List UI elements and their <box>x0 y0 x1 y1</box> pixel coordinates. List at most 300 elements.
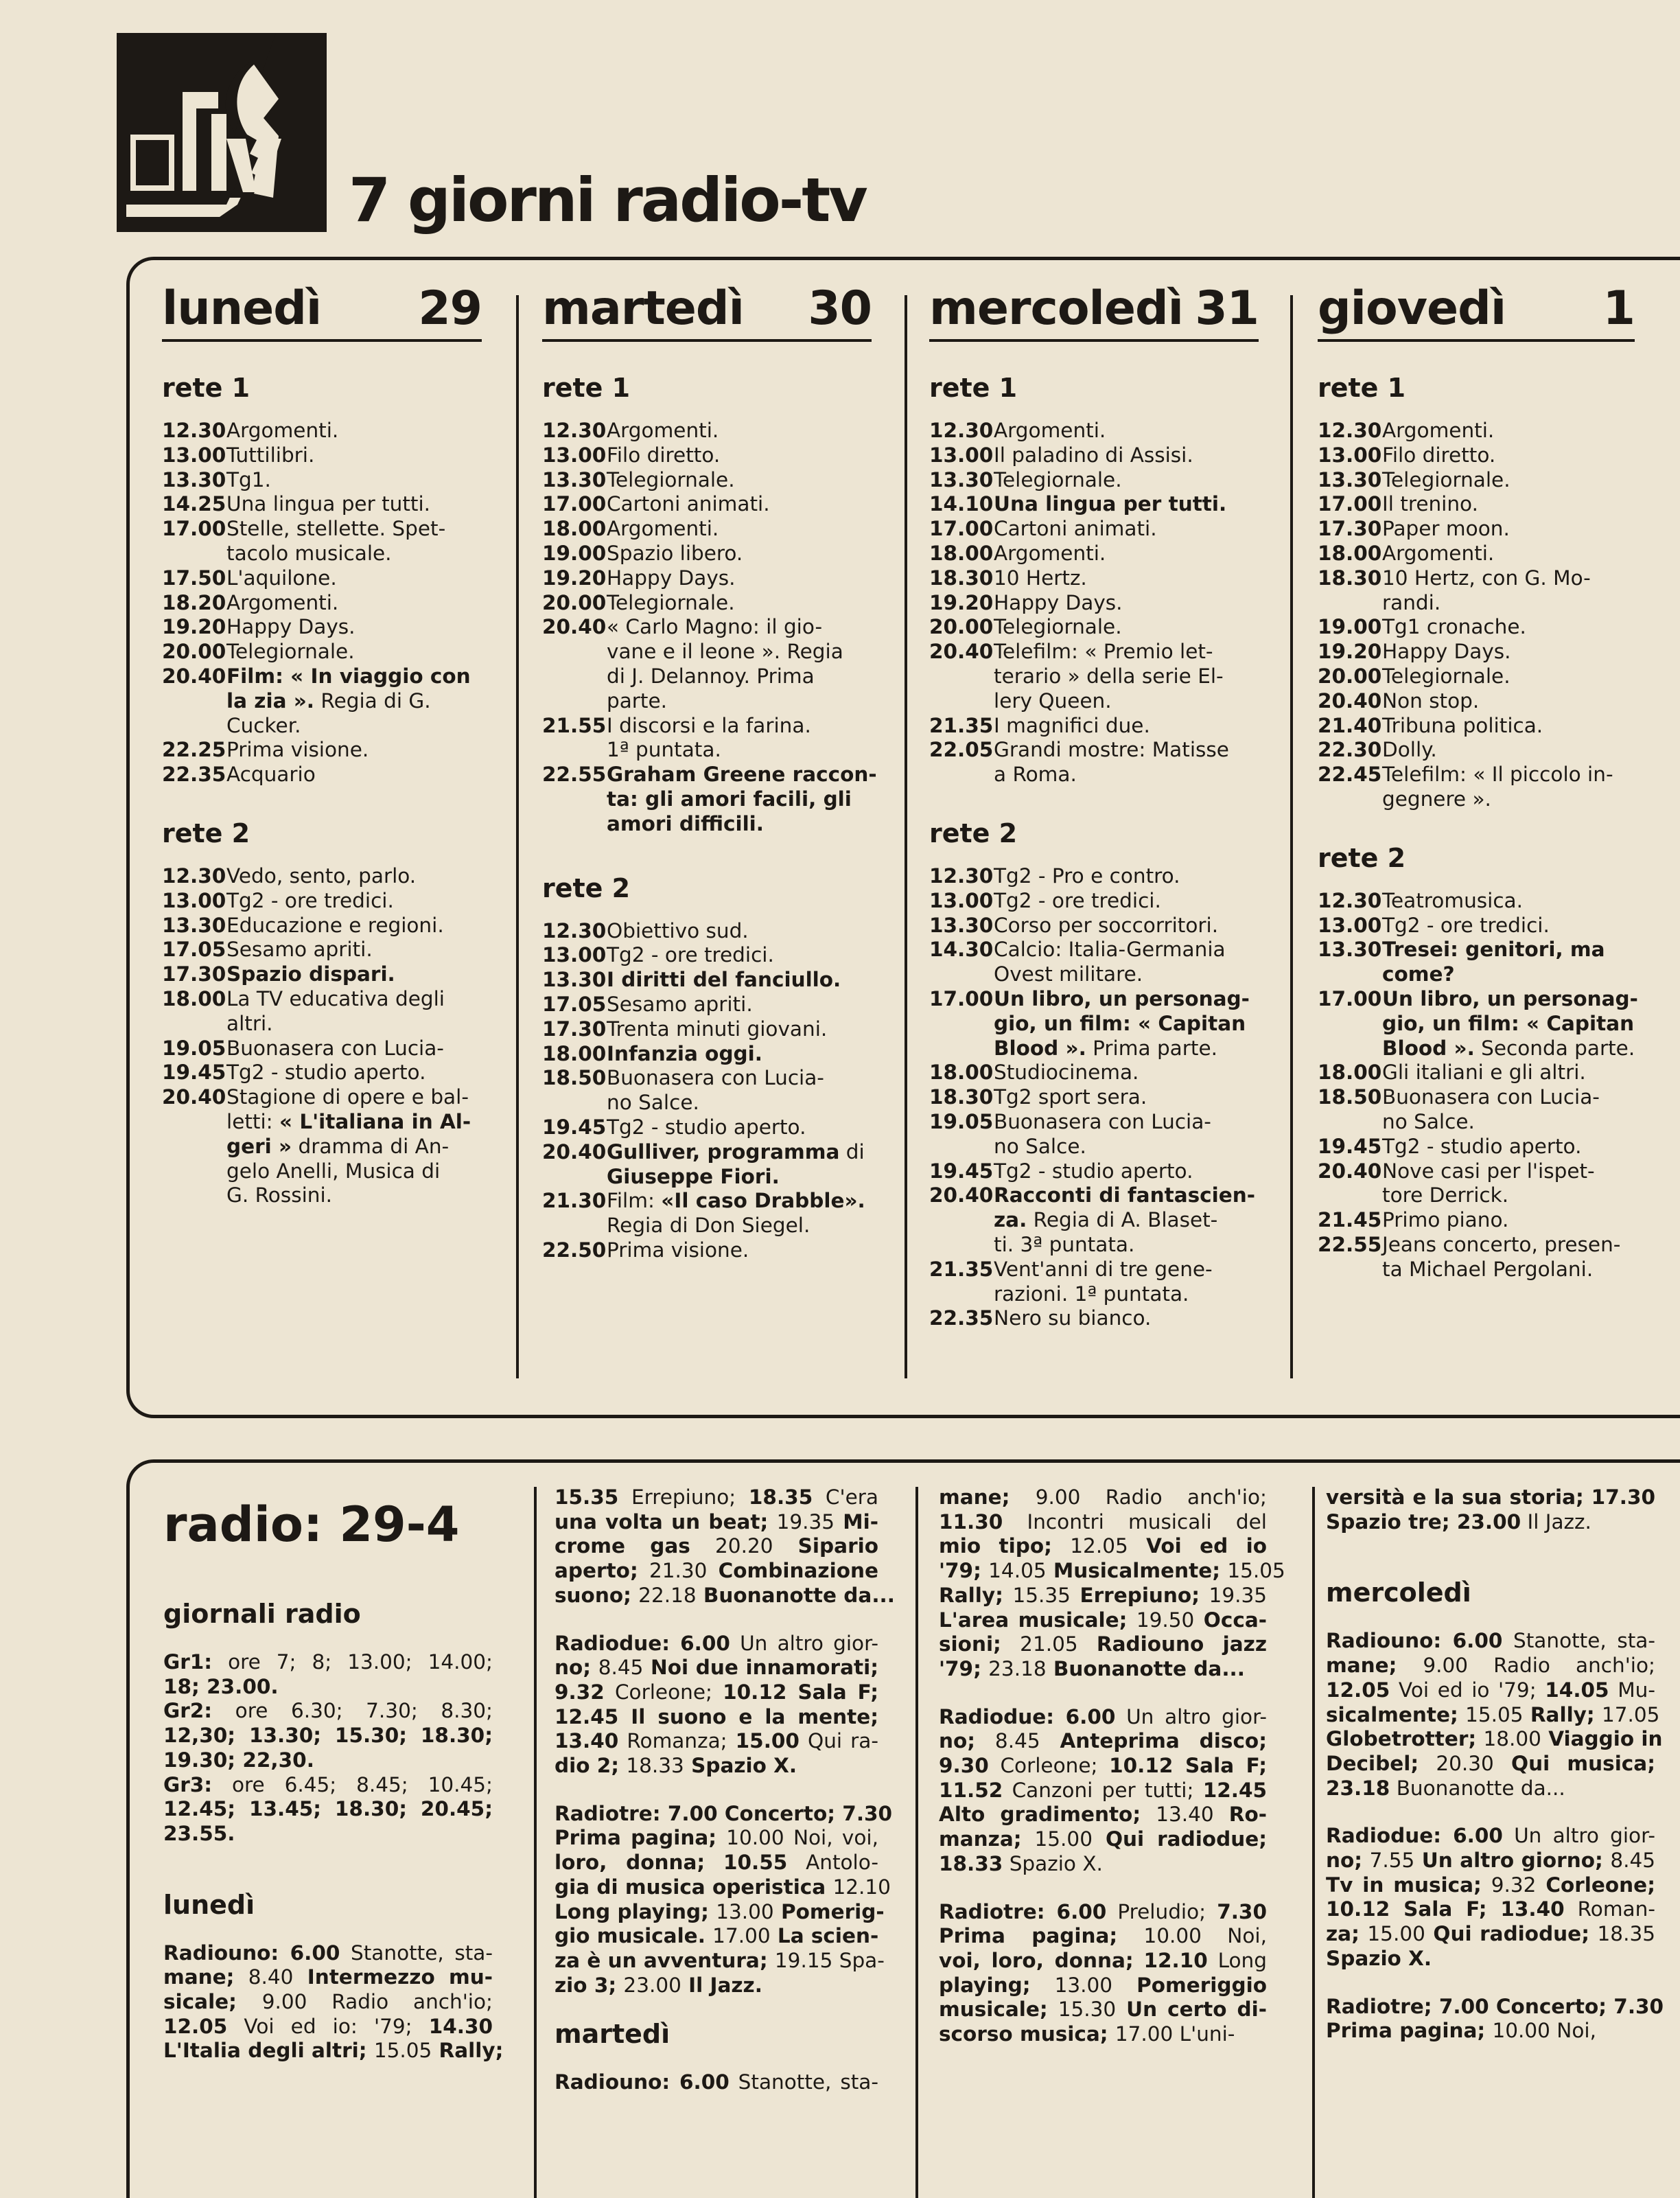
program-title <box>226 889 482 914</box>
text-segment: ore 6.30; 7.30; 8.30; <box>212 1699 493 1723</box>
text-segment: Radiotre: 6.00 <box>939 1899 1107 1923</box>
program-title <box>1382 914 1635 938</box>
text-segment: G. Rossini. <box>226 1183 333 1207</box>
day-column <box>542 281 877 1263</box>
text-segment: Incontri musicali del <box>1003 1509 1267 1534</box>
text-segment: Argomenti. <box>607 517 719 541</box>
radio-line <box>555 1754 878 1779</box>
text-segment: «Il caso Drabble». <box>661 1189 865 1213</box>
program-row <box>542 1017 872 1042</box>
text-segment: Prima pagina; <box>939 1924 1144 1948</box>
text-segment: mane; <box>163 1965 248 1989</box>
text-segment: Il Jazz. <box>681 1973 762 1997</box>
radio-column-2 <box>555 1485 895 2095</box>
program-row <box>162 419 482 443</box>
program-row <box>542 993 872 1017</box>
text-segment: Qui musica; <box>1493 1751 1655 1775</box>
radio-column-3 <box>939 1485 1285 2070</box>
program-row <box>929 591 1259 616</box>
program-row <box>929 938 1259 962</box>
text-segment: gio, un film: « Capitan <box>1382 1011 1635 1035</box>
text-segment: Spazio tre; 23.00 <box>1326 1509 1521 1534</box>
text-segment: a Roma. <box>994 763 1077 787</box>
program-title <box>607 615 872 640</box>
program-title <box>226 738 482 763</box>
text-segment: 9.00 Radio anch'io; <box>1423 1654 1655 1678</box>
program-row <box>929 640 1259 664</box>
program-title <box>226 542 482 566</box>
text-segment: Mu- <box>1609 1678 1655 1702</box>
program-time: 12.30 <box>162 419 226 442</box>
text-segment <box>705 1851 723 1874</box>
program-title <box>607 1238 872 1263</box>
program-time: 13.00 <box>1318 443 1382 467</box>
program-title <box>1382 443 1635 468</box>
program-title <box>607 1042 872 1067</box>
program-title <box>994 914 1259 938</box>
text-segment: '79; <box>939 1656 989 1680</box>
program-title <box>1382 714 1635 739</box>
text-segment: 23.00 <box>623 1973 681 1997</box>
text-segment: 10 Hertz, con G. Mo- <box>1382 566 1591 590</box>
program-time: 17.00 <box>162 517 226 541</box>
text-segment: Voi ed io <box>1128 1534 1267 1558</box>
program-title <box>226 517 482 542</box>
program-time: 20.40 <box>162 664 226 688</box>
program-row <box>542 664 872 689</box>
program-title <box>1382 962 1635 987</box>
program-row <box>542 640 872 664</box>
text-segment: L'area musicale; <box>939 1608 1136 1632</box>
channel-heading: rete 2 <box>929 818 1018 848</box>
text-segment: Telegiornale. <box>607 467 735 491</box>
program-title <box>607 787 872 812</box>
text-segment: Teatromusica. <box>1382 888 1524 912</box>
radio-text <box>1326 1485 1655 1534</box>
radio-line <box>555 1974 878 1998</box>
program-time: 19.20 <box>929 590 994 614</box>
radio-line <box>555 1729 878 1754</box>
column-divider <box>1290 295 1293 1378</box>
radio-line <box>1326 1897 1655 1922</box>
program-row <box>1318 517 1635 542</box>
program-time <box>929 962 994 987</box>
text-segment: Argomenti. <box>1382 541 1495 565</box>
text-segment: amori difficili. <box>607 811 764 835</box>
text-segment: Non stop. <box>1382 689 1480 713</box>
program-title <box>226 640 482 664</box>
program-time: 17.05 <box>542 992 607 1016</box>
program-row <box>162 763 482 787</box>
program-row <box>1318 1012 1635 1037</box>
program-time: 17.00 <box>1318 492 1382 516</box>
text-segment: Telegiornale. <box>226 640 355 664</box>
text-segment: 23.18 <box>988 1656 1047 1680</box>
text-segment: 19.35 <box>1209 1583 1267 1607</box>
program-row <box>1318 962 1635 987</box>
text-segment: za; <box>1326 1922 1368 1946</box>
program-time <box>1318 1110 1382 1135</box>
program-time: 18.00 <box>929 1061 994 1085</box>
program-time: 17.30 <box>1318 517 1382 541</box>
text-segment: 12.45; 13.45; 18.30; 20.45; <box>163 1797 493 1821</box>
program-time <box>929 664 994 689</box>
program-title <box>994 1012 1259 1037</box>
giornali-radio-text <box>163 1650 493 1847</box>
radio-program-block <box>939 1900 1267 2047</box>
text-segment: Nero su bianco. <box>994 1306 1152 1330</box>
program-row <box>929 1110 1259 1135</box>
program-title <box>1382 938 1635 962</box>
text-segment: Una lingua per tutti. <box>994 492 1227 516</box>
channel-heading: rete 1 <box>542 373 631 403</box>
text-segment: Telefilm: « Premio let- <box>994 640 1213 664</box>
radio-line <box>1326 1947 1655 1971</box>
text-segment: Tg2 - studio aperto. <box>607 1115 806 1139</box>
text-segment: Sesamo apriti. <box>607 992 753 1016</box>
program-time: 21.45 <box>1318 1208 1382 1232</box>
program-row <box>929 1208 1259 1233</box>
program-title <box>994 689 1259 714</box>
text-segment: Rally; <box>1523 1702 1602 1726</box>
program-time: 20.40 <box>542 1140 607 1164</box>
text-segment: 12.45 Il suono e la mente; <box>555 1704 878 1728</box>
program-time: 20.40 <box>1318 1159 1382 1183</box>
program-row <box>1318 889 1635 914</box>
program-row <box>542 1042 872 1067</box>
program-row <box>929 689 1259 714</box>
text-segment: Voi ed io: '79; <box>227 2014 429 2038</box>
text-segment: Argomenti. <box>226 419 339 442</box>
text-segment: 19.50 <box>1136 1608 1195 1632</box>
program-title <box>994 1258 1259 1282</box>
program-row <box>929 738 1259 763</box>
text-segment: Rally; <box>939 1583 1013 1607</box>
text-segment: Un altro gior- <box>730 1631 878 1655</box>
text-segment: La scien- <box>770 1924 879 1948</box>
text-segment: I magnifici due. <box>994 713 1150 737</box>
radio-line <box>163 1941 493 1966</box>
text-segment: sicale; <box>163 1990 262 2014</box>
program-row <box>1318 419 1635 443</box>
text-segment: Radiodue: 6.00 <box>555 1631 730 1655</box>
program-time <box>929 1233 994 1258</box>
program-time: 13.30 <box>542 467 607 491</box>
program-title <box>607 1214 872 1238</box>
program-row <box>1318 1159 1635 1184</box>
radio-line <box>939 1949 1267 1974</box>
text-segment: Il Jazz. <box>1521 1509 1591 1534</box>
program-row <box>162 738 482 763</box>
text-segment: Educazione e regioni. <box>226 913 444 937</box>
program-title <box>226 468 482 493</box>
program-title <box>994 542 1259 566</box>
program-title <box>607 689 872 714</box>
text-segment: 18; 23.00. <box>163 1674 279 1698</box>
radio-line <box>939 1729 1267 1754</box>
program-row <box>162 517 482 542</box>
text-segment: Intermezzo mu- <box>293 1965 493 1989</box>
program-time: 13.30 <box>1318 467 1382 491</box>
program-title <box>607 738 872 763</box>
program-row <box>542 1238 872 1263</box>
text-segment: Happy Days. <box>226 615 355 639</box>
program-title <box>226 1037 482 1061</box>
text-segment: Prima pagina; <box>1326 2019 1493 2043</box>
program-row <box>162 1183 482 1208</box>
program-title <box>994 987 1259 1012</box>
program-row <box>542 566 872 591</box>
program-title <box>607 1091 872 1115</box>
text-segment: 21.05 <box>1020 1632 1078 1656</box>
column-divider <box>915 1487 918 2198</box>
radio-line <box>939 1584 1267 1608</box>
program-row <box>1318 1233 1635 1258</box>
program-row <box>1318 468 1635 493</box>
program-title <box>226 689 482 714</box>
radio-line <box>939 1632 1267 1657</box>
text-segment: 8.45 <box>1610 1849 1655 1873</box>
radio-line <box>939 1754 1267 1779</box>
program-row <box>542 738 872 763</box>
program-time: 22.55 <box>542 763 607 787</box>
program-title <box>226 1135 482 1159</box>
text-segment: Tg1. <box>226 467 271 491</box>
program-time <box>542 689 607 714</box>
radio-line <box>939 1827 1267 1852</box>
program-row <box>542 919 872 944</box>
text-segment: Dolly. <box>1382 738 1437 762</box>
text-segment: Un libro, un personag- <box>1382 986 1638 1010</box>
radio-line <box>555 1534 878 1559</box>
text-segment: Un altro gior- <box>1115 1704 1267 1728</box>
program-title <box>994 1037 1259 1061</box>
text-segment: vane e il leone ». Regia <box>607 640 843 664</box>
text-segment: gelo Anelli, Musica di <box>226 1159 441 1183</box>
program-row <box>1318 492 1635 517</box>
text-segment: Prima visione. <box>226 738 369 762</box>
program-time: 18.30 <box>1318 566 1382 590</box>
day-name: mercoledì <box>929 281 1183 336</box>
program-title <box>1382 787 1635 812</box>
radio-line <box>163 2015 493 2039</box>
text-segment: Un altro gior- <box>1502 1824 1655 1848</box>
program-title <box>994 468 1259 493</box>
text-segment: Roman- <box>1564 1897 1655 1921</box>
program-title <box>226 938 482 962</box>
program-time <box>542 1214 607 1238</box>
text-segment: crome gas <box>555 1534 716 1558</box>
program-row <box>162 962 482 987</box>
text-segment: playing; <box>939 1973 1055 1997</box>
program-time: 19.45 <box>1318 1134 1382 1158</box>
program-time: 13.30 <box>542 968 607 992</box>
program-row <box>929 1085 1259 1110</box>
text-segment: gia di musica operistica <box>555 1875 833 1899</box>
program-row <box>1318 763 1635 787</box>
text-segment: dramma di An- <box>292 1134 450 1158</box>
program-row <box>162 1135 482 1159</box>
text-segment: Preludio; <box>1106 1899 1217 1923</box>
text-segment: Gr2: <box>163 1699 213 1723</box>
radio-line <box>939 1534 1267 1559</box>
program-row <box>929 542 1259 566</box>
text-segment: Buonanotte da... <box>1046 1656 1245 1680</box>
text-segment: 15.00 <box>1034 1827 1093 1851</box>
program-row <box>542 1214 872 1238</box>
program-time: 14.10 <box>929 492 994 516</box>
radio-program-block <box>1326 1824 1655 1971</box>
program-title <box>1382 492 1635 517</box>
text-segment: Stanotte, sta- <box>729 2070 878 2094</box>
text-segment: Blood ». <box>1382 1036 1475 1060</box>
text-segment: Tg2 - studio aperto. <box>994 1159 1193 1183</box>
text-segment: Obiettivo sud. <box>607 918 749 942</box>
text-segment: 15.30 <box>1058 1998 1117 2022</box>
text-segment: Long <box>1207 1948 1267 1972</box>
program-row <box>162 1012 482 1037</box>
program-time <box>1318 1183 1382 1208</box>
text-segment: Regia di G. <box>314 689 431 713</box>
program-row <box>929 517 1259 542</box>
program-title <box>226 566 482 591</box>
program-time <box>1318 591 1382 616</box>
program-title <box>994 1110 1259 1135</box>
program-row <box>929 492 1259 517</box>
program-time: 13.30 <box>929 467 994 491</box>
text-segment: altri. <box>226 1011 273 1035</box>
program-row <box>1318 689 1635 714</box>
channel-heading: rete 1 <box>1318 373 1406 403</box>
program-row <box>542 1091 872 1115</box>
radio-line <box>555 1948 885 1974</box>
text-segment: 10.00 Noi, voi, <box>726 1826 878 1850</box>
program-time <box>1318 787 1382 812</box>
program-title <box>1382 1233 1635 1258</box>
program-row <box>1318 938 1635 962</box>
program-title <box>607 640 872 664</box>
text-segment: 18.35 <box>1597 1922 1655 1946</box>
text-segment: Buonasera con Luciа- <box>994 1109 1211 1133</box>
program-time: 21.35 <box>929 713 994 737</box>
radio-line <box>939 1998 1267 2022</box>
text-segment: parte. <box>607 689 668 713</box>
program-time: 13.00 <box>1318 913 1382 937</box>
program-time <box>1318 962 1382 987</box>
text-segment: Primo piano. <box>1382 1208 1509 1232</box>
text-segment: Globetrotter; <box>1326 1727 1484 1751</box>
program-title <box>226 1085 482 1110</box>
program-row <box>162 889 482 914</box>
text-segment: Giuseppe Fiori. <box>607 1164 780 1188</box>
text-segment: Corleone; <box>1536 1873 1655 1897</box>
text-segment: 9.30 <box>939 1754 989 1778</box>
radio-line <box>1326 1510 1655 1535</box>
program-title <box>226 864 482 889</box>
text-segment: Tresei: genitori, ma <box>1382 938 1605 962</box>
program-row <box>1318 914 1635 938</box>
text-segment: gegnere ». <box>1382 787 1491 811</box>
radio-day-heading: lunedì <box>163 1889 255 1920</box>
text-segment: Regia di Don Siegel. <box>607 1214 810 1238</box>
program-time: 18.50 <box>1318 1085 1382 1109</box>
program-row <box>1318 714 1635 739</box>
text-segment: 18.33 <box>626 1754 684 1778</box>
text-segment: Ovest militare. <box>994 962 1143 986</box>
text-segment: Anteprima disco; <box>1040 1729 1267 1753</box>
program-row <box>1318 640 1635 664</box>
program-time <box>929 1282 994 1307</box>
day-name: martedì <box>542 281 744 336</box>
program-row <box>162 689 482 714</box>
program-title <box>607 664 872 689</box>
text-segment: Rally; <box>432 2039 504 2063</box>
radio-text <box>555 2070 878 2095</box>
text-segment: 15.35 <box>1012 1583 1071 1607</box>
text-segment: Sipario <box>773 1534 878 1558</box>
text-segment: sioni; <box>939 1632 1020 1656</box>
text-segment: Telegiornale. <box>607 590 735 614</box>
text-segment: Argomenti. <box>607 419 719 442</box>
text-segment: 15.00 <box>1367 1922 1425 1946</box>
text-segment: Studiocinema. <box>994 1061 1139 1085</box>
radio-column-1 <box>163 1470 504 2063</box>
program-time <box>162 1012 226 1037</box>
text-segment: la zia ». <box>226 689 315 713</box>
radio-line <box>163 1748 493 1773</box>
program-title <box>607 566 872 591</box>
radio-program-block <box>939 1485 1285 1682</box>
text-segment: mio tipo; <box>939 1534 1071 1558</box>
radio-line <box>555 1826 878 1851</box>
program-time: 20.00 <box>929 615 994 639</box>
program-row <box>542 542 872 566</box>
program-time: 20.40 <box>162 1085 226 1109</box>
text-segment: Occa- <box>1194 1608 1267 1632</box>
program-row <box>162 640 482 664</box>
radio-line <box>163 1990 493 2015</box>
text-segment: Stagione di opere e bal- <box>226 1085 469 1109</box>
day-number: 1 <box>1602 281 1635 336</box>
text-segment: ti. 3ª puntata. <box>994 1232 1135 1256</box>
program-title <box>994 443 1259 468</box>
text-segment: Un altro giorno; <box>1414 1849 1611 1873</box>
program-time: 17.05 <box>162 938 226 962</box>
text-segment: Gli italiani e gli altri. <box>1382 1061 1586 1085</box>
radio-line <box>163 1797 493 1822</box>
radio-line <box>163 1822 493 1847</box>
text-segment: 21.30 <box>649 1559 708 1583</box>
text-segment: 12.05 <box>163 2014 228 2038</box>
program-title <box>607 517 872 542</box>
program-row <box>929 714 1259 739</box>
radio-line <box>1326 1678 1655 1703</box>
program-title <box>1382 987 1638 1012</box>
text-segment: lery Queen. <box>994 689 1112 713</box>
text-segment: Alto gradimento; <box>939 1803 1156 1827</box>
text-segment: scorso musica; <box>939 2022 1115 2046</box>
radio-program-block <box>555 1485 895 1608</box>
program-row <box>929 664 1259 689</box>
text-segment: 14.05 <box>988 1559 1047 1583</box>
program-time: 22.55 <box>1318 1232 1382 1256</box>
program-row <box>542 443 872 468</box>
program-title <box>607 542 872 566</box>
text-segment: tacolo musicale. <box>226 541 392 565</box>
program-title <box>607 968 872 993</box>
text-segment: Radiodue: 6.00 <box>939 1704 1116 1728</box>
program-title <box>1382 542 1635 566</box>
